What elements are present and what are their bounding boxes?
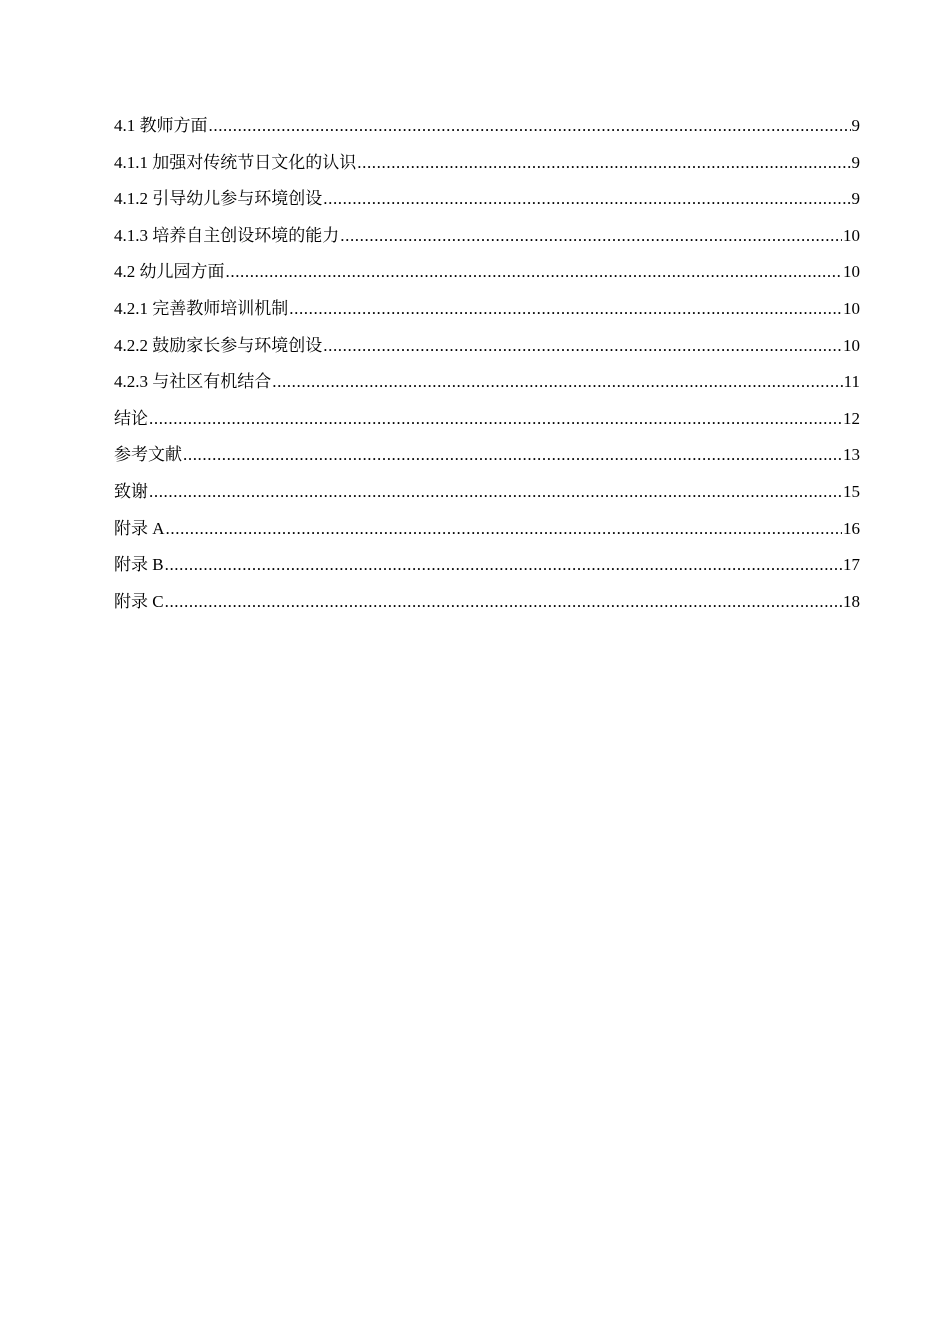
toc-dot-leader	[183, 437, 842, 474]
toc-dot-leader	[340, 218, 842, 255]
toc-dot-leader	[323, 181, 850, 218]
toc-entry-title: 4.1.1 加强对传统节日文化的认识	[114, 152, 357, 172]
toc-dot-leader	[165, 584, 842, 621]
toc-page-number: 16	[843, 518, 860, 538]
toc-entry-title: 4.2.1 完善教师培训机制	[114, 298, 289, 318]
toc-page-number: 17	[843, 555, 860, 575]
toc-entry-title: 参考文献	[114, 445, 182, 465]
toc-dot-leader	[166, 511, 842, 548]
toc-entry-title: 致谢	[114, 481, 148, 501]
toc-entry-title: 4.2.3 与社区有机结合	[114, 372, 272, 392]
toc-entry-references[interactable]	[114, 437, 860, 474]
toc-page-number: 10	[843, 225, 860, 245]
toc-page-number: 9	[851, 189, 860, 209]
toc-dot-leader	[323, 328, 842, 365]
toc-dot-leader	[289, 291, 842, 328]
toc-page-number: 11	[843, 372, 860, 392]
toc-entry-appendix-a[interactable]	[114, 511, 860, 548]
toc-page-number: 10	[843, 298, 860, 318]
toc-page-number: 9	[851, 152, 860, 172]
toc-page-number: 9	[851, 116, 860, 135]
toc-entry-title: 4.2 幼儿园方面	[114, 262, 225, 282]
toc-entry-title: 4.2.2 鼓励家长参与环境创设	[114, 335, 323, 355]
toc-entry-title: 附录 C	[114, 591, 164, 611]
toc-entry-4-2[interactable]	[114, 254, 860, 291]
toc-entry-appendix-b[interactable]	[114, 547, 860, 584]
toc-entry-4-1-2[interactable]	[114, 181, 860, 218]
toc-entry-title: 结论	[114, 408, 148, 428]
toc-entry-appendix-c[interactable]	[114, 584, 860, 621]
toc-page-number: 12	[843, 408, 860, 428]
toc-entry-4-1[interactable]	[114, 108, 860, 145]
toc-dot-leader	[209, 108, 851, 145]
toc-entry-title: 附录 A	[114, 518, 165, 538]
toc-entry-4-1-1[interactable]	[114, 145, 860, 182]
toc-entry-title: 附录 B	[114, 555, 164, 575]
toc-page-number: 15	[843, 481, 860, 501]
toc-page-number: 13	[843, 445, 860, 465]
toc-dot-leader	[149, 401, 842, 438]
toc-dot-leader	[272, 364, 842, 401]
toc-entry-title: 4.1.3 培养自主创设环境的能力	[114, 225, 340, 245]
toc-entry-acknowledgements[interactable]	[114, 474, 860, 511]
toc-entry-title: 4.1 教师方面	[114, 116, 208, 135]
toc-dot-leader	[357, 145, 850, 182]
toc-entry-conclusion[interactable]	[114, 401, 860, 438]
toc-entry-title: 4.1.2 引导幼儿参与环境创设	[114, 189, 323, 209]
toc-page-number: 18	[843, 591, 860, 611]
toc-page-number: 10	[843, 335, 860, 355]
toc-entry-4-1-3[interactable]	[114, 218, 860, 255]
toc-entry-4-2-1[interactable]	[114, 291, 860, 328]
toc-entry-4-2-2[interactable]	[114, 328, 860, 365]
toc-page-number: 10	[843, 262, 860, 282]
toc-dot-leader	[149, 474, 842, 511]
toc-entry-4-2-3[interactable]	[114, 364, 860, 401]
toc-dot-leader	[226, 254, 843, 291]
toc-dot-leader	[165, 547, 842, 584]
table-of-contents	[114, 108, 860, 620]
